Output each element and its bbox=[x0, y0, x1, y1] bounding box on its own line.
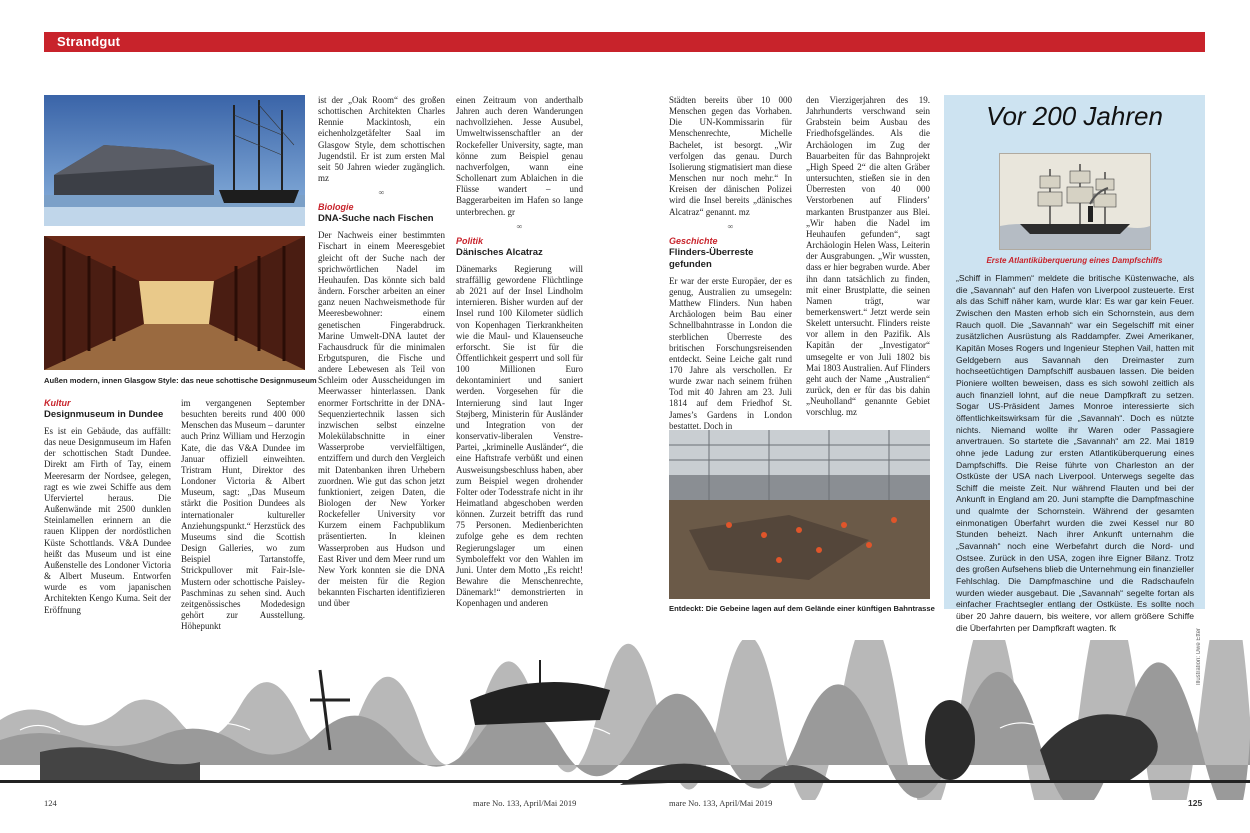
article-text: Dänemarks Regierung will straffällig gewordene Flüchtlinge ab 2021 auf der Insel Lindholm internieren. Bisher wurden auf der Insel rund 100 Kilometer südlich von Kopenhagen Tierkrankheiten wie die Maul- und Klauenseuche erforscht. Sie ist für die Öffentlichkeit gesperrt und soll für 100 Millionen Euro dekontaminiert und saniert werden. Vorgesehen für die Internierung sind laut Inger Støjberg, Ministerin für Ausländer und Integration von der konservativ-liberalen Venstre-Partei, „kriminelle Ausländer“, die eine Haftstrafe verbüßt und einen Ausweisungsbeschluss haben, aber zum Beispiel wegen drohender Folter oder Todesstrafe nicht in ihr Heimatland abgeschoben werden können. Zurzeit betrifft das rund 75 Personen. Medienberichten zufolge gehe es dem rechten Regierungslager um einen Symboleffekt vor den Wahlen im Juni. Unter dem Motto „Es reicht! Bewahre die Menschenrechte, Dänemark!“ demonstrierten in Kopenhagen und anderen bbox=[456, 263, 583, 609]
headline-flinders: Flinders-Überreste gefunden bbox=[669, 246, 754, 270]
issue-info-right: mare No. 133, April/Mai 2019 bbox=[669, 798, 773, 808]
headline-dna-suche: DNA-Suche nach Fischen bbox=[318, 213, 434, 225]
separator-ornament: ∞ bbox=[516, 221, 523, 231]
kicker-geschichte: Geschichte bbox=[669, 235, 718, 246]
article-text: ist der „Oak Room“ des großen schottischen Architekten Charles Rennie Mackintosh, ein eichenholzgetäfelter Saal im Glasgow Style, dem schottischen Jugendstil. Er ist zum ersten Mal seit 50 Jahren wieder zugänglich. mz bbox=[318, 95, 445, 184]
separator-ornament: ∞ bbox=[727, 221, 734, 231]
article-column-5 bbox=[806, 95, 930, 419]
article-text: im vergangenen September besuchten bereits rund 400 000 Menschen das Museum – darunter auch Prinz William und Herzogin Kate, die das V&A Dundee im Januar offiziell einweihten. Tristram Hunt, Direktor des Londoner Victoria & Albert Museum, sagt: „Das Museum stärkt die Position Dundees als internationaler kultureller Anziehungspunkt.“ Herzstück des Museums sind die Scottish Design Galleries, wo zum Beispiel Tartanstoffe, Strickpullover mit Fair-Isle-Mustern oder schottische Paisley-Paschminas zu sehen sind. Auch zeitgenössisches Modedesign gehört zur Ausstellung. Höhepunkt bbox=[181, 398, 305, 632]
page-number-left: 124 bbox=[44, 798, 57, 808]
article-text: Städten bereits über 10 000 Menschen gegen das Vorhaben. Die UN-Kommissarin für Menschenrechte, Michelle Bachelet, ist besorgt. „Wir verfolgen das genau. Durch Isolierung stigmatisiert man diese Menschen nur noch mehr.“ In Kreisen der dänischen Polizei wird die Insel bereits „dänisches Alcatraz“ genannt. mz bbox=[669, 95, 792, 217]
headline-alcatraz: Dänisches Alcatraz bbox=[456, 246, 543, 258]
article-text: Der Nachweis einer bestimmten Fischart in einem Meeresgebiet gleicht oft der Suche nach der sprichwörtlichen Nadel im Heuhaufen. Das könnte sich bald ändern. Forscher arbeiten an einer ganz neuen Nachweismethode für Meeresbewohner: einem genetischen Fingerabdruck. Marine Umwelt-DNA lautet der Fachausdruck für die minimalen Erbgutspuren, die Fische und andere Lebewesen als Teil von Schleim oder Ausscheidungen im Meerwasser hinterlassen. Dank enormer Fortschritte in der DNA-Sequenziertechnik lassen sich inzwischen selbst einzelne Molekülabschnitte in einer Wasserprobe vervielfältigen, entziffern und durch den Vergleich mit Datenbanken ihren Urhebern zuordnen. Wie gut das schon jetzt funktioniert, zeigen Daten, die Biologen der New Yorker Rockefeller University vor Kurzem einem Fachpublikum präsentierten. In kleinen Wasserproben aus Hudson und East River und dem Meer rund um New York konnten sie die DNA der meisten für die Region bekannten Fischarten identifizieren und über bbox=[318, 230, 445, 609]
kicker-politik: Politik bbox=[456, 235, 484, 246]
excavation-photo bbox=[669, 430, 930, 599]
museum-exterior-photo bbox=[44, 95, 305, 226]
article-column-2 bbox=[318, 95, 445, 610]
kicker-kultur: Kultur bbox=[44, 398, 71, 408]
article-text: Er war der erste Europäer, der es genug, Australien zu umsegeln: Matthew Flinders. Nun haben Archäologen beim Bau einer Schnellbahntrasse in London die sterblichen Überreste des britischen Forschungsreisenden entdeckt. Seine Leiche galt rund 170 Jahre als verschollen. Er wurde zwar nach seinem frühen Tod mit 40 Jahren am 23. Juli 1814 auf dem Friedhof St. James’s Gardens in London bestattet. Doch in bbox=[669, 275, 792, 431]
article-column-4 bbox=[669, 95, 792, 432]
sidebar-title: Vor 200 Jahren bbox=[986, 101, 1163, 131]
kicker-biologie: Biologie bbox=[318, 202, 354, 213]
illustration-credit: Illustration: Uwe Etter bbox=[1196, 627, 1202, 685]
sidebar-text bbox=[956, 273, 1194, 634]
section-header-bar bbox=[44, 32, 1205, 52]
sea-illustration bbox=[0, 640, 1250, 800]
sidebar-subtitle: Erste Atlantiküberquerung eines Dampfschiffs bbox=[986, 256, 1163, 265]
excavation-photo-caption: Entdeckt: Die Gebeine lagen auf dem Gelände einer künftigen Bahntrasse bbox=[669, 604, 935, 613]
article-design-museum-cont bbox=[181, 398, 305, 632]
section-title: Strandgut bbox=[57, 34, 121, 49]
article-text: den Vierzigerjahren des 19. Jahrhunderts verschwand sein Grabstein beim Ausbau des Friedhofsgeländes. Als die Archäologen im Zug der Bauarbeiten für das Bahnprojekt „High Speed 2“ die alten Gräber untersuchten, stießen sie in den Überresten von 40 000 Verstorbenen auf Flinders’ markanten Brustpanzer aus Blei. „Wir haben die Nadel im Heuhaufen gefunden“, sagt Archäologin Helen Wass, Leiterin der Ausgrabungen. „Wir wussten, dass er hier begraben wurde. Aber ihn dann tatsächlich zu finden, mit einer Brustplatte, die seinen Namen trägt, war bemerkenswert.“ Jetzt werde sein Skelett untersucht. Flinders reiste vor allem in den Pazifik. Als Kapitän der „Investigator“ umsegelte er von Juli 1802 bis Mai 1803 Australien. Auf Flinders geht auch der Name „Australien“ zurück, den er für das bis dahin „Neuholland“ genannte Gebiet vorschlug. mz bbox=[806, 95, 930, 418]
page-number-right: 125 bbox=[1188, 798, 1203, 808]
article-design-museum bbox=[44, 398, 171, 616]
article-column-3 bbox=[456, 95, 583, 610]
article-text: einen Zeitraum von anderthalb Jahren auch deren Wanderungen nachvollziehen. Jesse Ausubel, Umweltwissenschaftler an der Rockefeller University, sagte, man könne zum Beispiel genau nachverfolgen, wann eine Schollenart zum Ablaichen in die Flüsse wandert – und Baggerarbeiten im Hafen so lange unterbrechen. gr bbox=[456, 95, 583, 217]
museum-photo-caption: Außen modern, innen Glasgow Style: das neue schottische Designmuseum bbox=[44, 376, 317, 385]
museum-interior-photo bbox=[44, 236, 305, 370]
article-text: Es ist ein Gebäude, das auffällt: das neue Designmuseum im Hafen der schottischen Stadt Dundee. Direkt am Firth of Tay, einem Meeresarm der Nordsee, gelegen, ragt es wie zwei Schiffe aus dem Uferviertel heraus. Die Außenwände mit 2500 dunklen Steinlamellen erinnern an die rauen Klippen der nordöstlichen Küste Schottlands. V&A Dundee heißt das Museum und ist eine Außenstelle des Londoner Victoria & Albert Museum. Entworfen wurde es vom japanischen Architekten Kengo Kuma. Seit der Eröffnung bbox=[44, 426, 171, 615]
sidebar-vor-200-jahren bbox=[944, 95, 1205, 633]
ship-engraving bbox=[999, 153, 1151, 250]
separator-ornament: ∞ bbox=[378, 188, 385, 198]
issue-info-left: mare No. 133, April/Mai 2019 bbox=[473, 798, 577, 808]
sidebar-article-text: „Schiff in Flammen“ meldete die britische Küstenwache, als die „Savannah“ auf den Hafen von Liverpool zusteuerte. Erst als das Schiff näher kam, wurde klar: Es war gar kein Feuer. Zwischen den Masten erhob sich ein Schornstein, aus dem Rauch quoll. Die „Savannah“ war ein Segelschiff mit einer zusätzlichen Ausrüstung als Raddampfer. Zwei Amerikaner, Kapitän Moses Rogers und Ingenieur Stephen Vail, hatten mit Geldgebern aus Savannah den Dreimaster zum hochseetüchtigen Dampfschiff ausbauen lassen. Die beiden Pioniere wollten beweisen, dass es sich sowohl zeitlich als auch finanziell lohnt, auf die neue Dampfkraft zu setzen. Sogar US-Präsident James Monroe interessierte sich öffentlichkeitswirksam für die „Savannah“. Doch es nützte nichts. Niemand wollte ihr Waren oder Passagiere anvertrauen. So startete die „Savannah“ am 22. Mai 1819 ohne jede Ladung zur ersten Atlantiküberquerung eines Dampfschiffs. Die Reise führte von Charleston an der Ostküste der USA nach Liverpool. Unterwegs segelte das Schiff die meiste Zeit. Nur während Flauten und bei der Ankunft in England am 20. Juni stampfte die Dampfmaschine und qualmte der Schornstein. Während der gesamten einmonatigen Überfahrt wurden die zwei Kessel nur 80 Stunden beheizt. Nach ihrer Ankunft unternahm die „Savannah“ noch eine Werbefahrt durch die Nord- und Ostsee. Zurück in den USA, zogen ihre Eigner Bilanz. Trotz des großen Aufsehens blieb die Unternehmung ein finanzieller Fehlschlag. Die Dampfmaschine und die Radschaufeln wurden wieder ausgebaut. Die „Savannah“ segelte fortan als einfacher Frachtsegler entlang der Ostküste. Es sollte noch über 20 Jahre dauern, bis weitere, vor allem größere Schiffe die Überfahrten per Dampfkraft wagten. fk bbox=[956, 273, 1194, 633]
headline-designmuseum: Designmuseum in Dundee bbox=[44, 409, 164, 420]
